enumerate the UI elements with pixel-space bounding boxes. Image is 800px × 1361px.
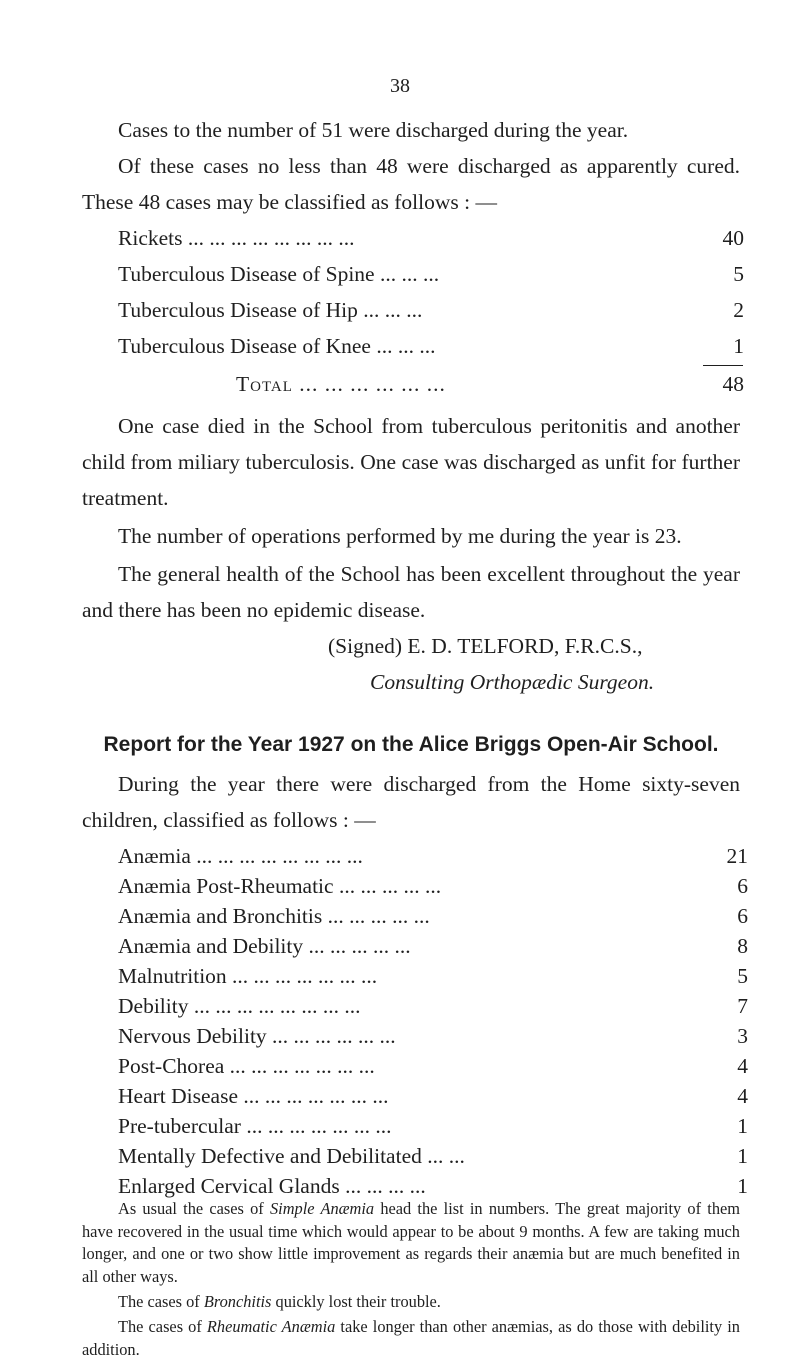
list-item-label: Pre-tubercular ... ... ... ... ... ... ... [118, 1114, 392, 1138]
intro-paragraph: Of these cases no less than 48 were discharged as apparently cured. These 48 cases may be classified as follows : — [82, 154, 740, 214]
list-item-value: 5 [733, 262, 744, 286]
list-item-value: 2 [733, 298, 744, 322]
signature-title: Consulting Orthopædic Surgeon. [370, 670, 655, 694]
paragraph-rheumatic [82, 1316, 740, 1361]
list-item-value: 4 [737, 1054, 748, 1078]
list-item-label: Heart Disease ... ... ... ... ... ... ... [118, 1084, 389, 1108]
signature-line: (Signed) E. D. TELFORD, F.R.C.S., [328, 634, 643, 658]
list-item-label: Tuberculous Disease of Hip ... ... ... [118, 298, 423, 322]
paragraph-deaths: One case died in the School from tuberculous peritonitis and another child from miliary tuberculosis. One case was discharged as unfit for further treatment. [82, 414, 740, 510]
total-label: Total ... ... ... ... ... ... [236, 372, 446, 396]
list-item-label: Tuberculous Disease of Knee ... ... ... [118, 334, 436, 358]
list-item-value: 1 [737, 1114, 748, 1138]
list-item-label: Anæmia and Debility ... ... ... ... ... [118, 934, 411, 958]
list-item-value: 5 [737, 964, 748, 988]
list-item-value: 1 [737, 1144, 748, 1168]
total-row [236, 366, 744, 402]
text-run: The cases of [118, 1317, 207, 1336]
list-item-label: Malnutrition ... ... ... ... ... ... ... [118, 964, 378, 988]
list-item-value: 8 [737, 934, 748, 958]
list-item-label: Anæmia and Bronchitis ... ... ... ... ... [118, 904, 430, 928]
emphasis: Bronchitis [203, 1292, 272, 1311]
list-item [118, 328, 744, 364]
list-item-value: 4 [737, 1084, 748, 1108]
page-number: 38 [390, 75, 410, 97]
list-item-label: Anæmia ... ... ... ... ... ... ... ... [118, 844, 363, 868]
intro-line: Cases to the number of 51 were discharged during the year. [118, 118, 629, 142]
list-item-value: 6 [737, 874, 748, 898]
list-item-value: 3 [737, 1024, 748, 1048]
paragraph-simple-anaemia [82, 1198, 740, 1289]
paragraph-operations: The number of operations performed by me during the year is 23. [118, 524, 682, 548]
list-item-value: 7 [737, 994, 748, 1018]
list-item-value: 40 [722, 226, 744, 250]
list-item-label: Post-Chorea ... ... ... ... ... ... ... [118, 1054, 375, 1078]
text-run: The cases of [118, 1292, 204, 1311]
list-item-label: Enlarged Cervical Glands ... ... ... ... [118, 1174, 426, 1198]
list-item-label: Tuberculous Disease of Spine ... ... ... [118, 262, 440, 286]
list-item-label: Nervous Debility ... ... ... ... ... ... [118, 1024, 396, 1048]
paragraph-health: The general health of the School has been excellent throughout the year and there has been no epidemic disease. [82, 562, 740, 622]
total-value: 48 [722, 372, 744, 396]
list-item-value: 21 [726, 844, 748, 868]
list-item [118, 292, 744, 328]
text-run: take longer than other anæmias, as do those with debility in addition. [82, 1317, 740, 1359]
list-item [118, 256, 744, 292]
list-item-label: Rickets ... ... ... ... ... ... ... ... [118, 226, 355, 250]
text-run: quickly lost their trouble. [271, 1292, 441, 1311]
paragraph-bronchitis [82, 1291, 740, 1314]
list-item-value: 6 [737, 904, 748, 928]
report-heading: Report for the Year 1927 on the Alice Briggs Open-Air School. [103, 733, 719, 756]
list-item-value: 1 [737, 1174, 748, 1198]
emphasis: Simple Anæmia [270, 1199, 375, 1218]
list-item-label: Mentally Defective and Debilitated ... ... [118, 1144, 465, 1168]
list-item-label: Anæmia Post-Rheumatic ... ... ... ... ... [118, 874, 442, 898]
list-item-value: 1 [733, 334, 744, 358]
list-item-label: Debility ... ... ... ... ... ... ... ... [118, 994, 361, 1018]
list-item [118, 220, 744, 256]
report-intro: During the year there were discharged from the Home sixty-seven children, classified as follows : — [82, 772, 740, 832]
text-run: As usual the cases of [118, 1199, 270, 1218]
text-run: head the list in numbers. The great majority of them have recovered in the usual time which would appear to be about 9 months. A few are taking much longer, and one or two show little improvement as regards their anæmia but are much benefited in all other ways. [82, 1199, 741, 1286]
emphasis: Rheumatic Anæmia [206, 1317, 336, 1336]
